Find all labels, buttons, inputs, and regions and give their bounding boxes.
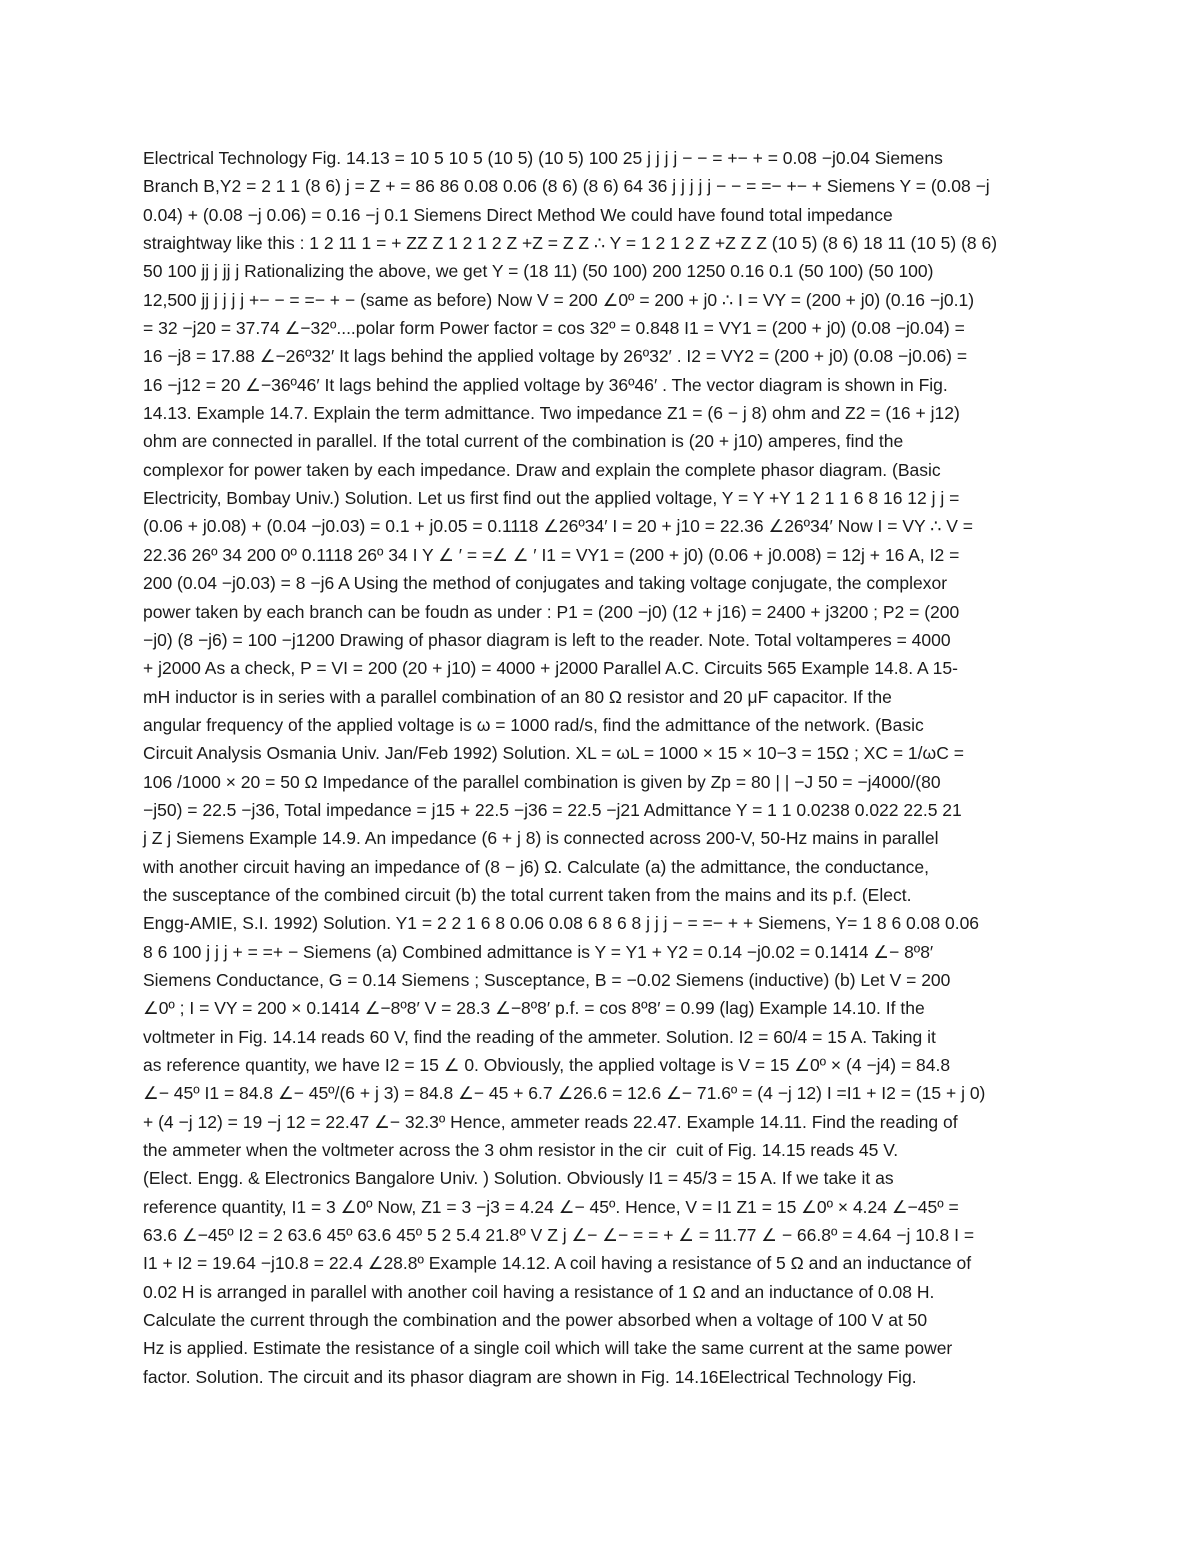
text-line: 22.36 26º 34 200 0º 0.1118 26º 34 I Y ∠ ′ = =∠ ∠ ′ I1 = VY1 = (200 + j0) (0.06 + j0.008) = 12j + 16 A, I2 =	[143, 544, 960, 565]
text-line: 8 6 100 j j j + = =+ − Siemens (a) Combined admittance is Y = Y1 + Y2 = 0.14 −j0.02 = 0.1414 ∠− 8º8′	[143, 941, 934, 962]
text-line: (0.06 + j0.08) + (0.04 −j0.03) = 0.1 + j0.05 = 0.1118 ∠26º34′ I = 20 + j10 = 22.36 ∠26º34′ Now I = VY ∴ V =	[143, 516, 973, 537]
text-line: voltmeter in Fig. 14.14 reads 60 V, find the reading of the ammeter. Solution. I2 = 60/4 = 15 A. Taking it	[143, 1026, 936, 1047]
text-line: Siemens Conductance, G = 0.14 Siemens ; Susceptance, B = −0.02 Siemens (inductive) (b) Let V = 200	[143, 969, 951, 990]
text-line: with another circuit having an impedance of (8 − j6) Ω. Calculate (a) the admittance, the conductance,	[143, 856, 929, 877]
text-line: −j0) (8 −j6) = 100 −j1200 Drawing of phasor diagram is left to the reader. Note. Total voltamperes = 4000	[143, 629, 951, 650]
text-line: (Elect. Engg. & Electronics Bangalore Univ. ) Solution. Obviously I1 = 45/3 = 15 A. If we take it as	[143, 1168, 894, 1189]
text-line: Circuit Analysis Osmania Univ. Jan/Feb 1992) Solution. XL = ωL = 1000 × 15 × 10−3 = 15Ω ; XC = 1/ωC =	[143, 743, 964, 764]
text-line: 106 /1000 × 20 = 50 Ω Impedance of the parallel combination is given by Zp = 80 | | −J 50 = −j4000/(80	[143, 771, 941, 792]
text-line: 14.13. Example 14.7. Explain the term admittance. Two impedance Z1 = (6 − j 8) ohm and Z2 = (16 + j12)	[143, 403, 960, 424]
text-line: = 32 −j20 = 37.74 ∠−32º....polar form Power factor = cos 32º = 0.848 I1 = VY1 = (200 + j0) (0.08 −j0.04) =	[143, 318, 965, 339]
text-line: ohm are connected in parallel. If the total current of the combination is (20 + j10) amperes, find the	[143, 431, 904, 452]
text-line: I1 + I2 = 19.64 −j10.8 = 22.4 ∠28.8º Example 14.12. A coil having a resistance of 5 Ω and an inductance of	[143, 1253, 972, 1274]
text-line: Electrical Technology Fig. 14.13 = 10 5 10 5 (10 5) (10 5) 100 25 j j j j − − = +− + = 0.08 −j0.04 Siemens	[143, 148, 943, 168]
text-line: ∠0º ; I = VY = 200 × 0.1414 ∠−8º8′ V = 28.3 ∠−8º8′ p.f. = cos 8º8′ = 0.99 (lag) Example 14.10. If the	[143, 998, 925, 1019]
text-line: 0.04) + (0.08 −j 0.06) = 0.16 −j 0.1 Siemens Direct Method We could have found total impedance	[143, 204, 893, 225]
text-line: + j2000 As a check, P = VI = 200 (20 + j10) = 4000 + j2000 Parallel A.C. Circuits 565 Example 14.8. A 15-	[143, 658, 958, 679]
text-line: Hz is applied. Estimate the resistance of a single coil which will take the same current at the same power	[143, 1338, 953, 1359]
text-line: + (4 −j 12) = 19 −j 12 = 22.47 ∠− 32.3º Hence, ammeter reads 22.47. Example 14.11. Find the reading of	[143, 1111, 958, 1132]
text-line: reference quantity, I1 = 3 ∠0º Now, Z1 = 3 −j3 = 4.24 ∠− 45º. Hence, V = I1 Z1 = 15 ∠0º × 4.24 ∠−45º =	[143, 1196, 959, 1217]
body-text	[143, 144, 1073, 1391]
text-line: factor. Solution. The circuit and its phasor diagram are shown in Fig. 14.16Electrical Technology Fig.	[143, 1366, 917, 1387]
text-line: 200 (0.04 −j0.03) = 8 −j6 A Using the method of conjugates and taking voltage conjugate, the complexor	[143, 573, 948, 594]
text-line: the ammeter when the voltmeter across the 3 ohm resistor in the cir cuit of Fig. 14.15 reads 45 V.	[143, 1140, 899, 1161]
text-line: 16 −j12 = 20 ∠−36º46′ It lags behind the applied voltage by 36º46′ . The vector diagram is shown in Fig.	[143, 374, 948, 395]
text-line: power taken by each branch can be foudn as under : P1 = (200 −j0) (12 + j16) = 2400 + j3200 ; P2 = (200	[143, 601, 960, 622]
text-line: as reference quantity, we have I2 = 15 ∠ 0. Obviously, the applied voltage is V = 15 ∠0º × (4 −j4) = 84.8	[143, 1055, 951, 1075]
text-line: 63.6 ∠−45º I2 = 2 63.6 45º 63.6 45º 5 2 5.4 21.8º V Z j ∠− ∠− = = + ∠ = 11.77 ∠ − 66.8º = 4.64 −j 10.8 I =	[143, 1225, 975, 1246]
text-line: complexor for power taken by each impedance. Draw and explain the complete phasor diagram. (Basic	[143, 459, 941, 480]
text-line: 12,500 jj j j j j +− − = =− + − (same as before) Now V = 200 ∠0º = 200 + j0 ∴ I = VY = (200 + j0) (0.16 −j0.1)	[143, 289, 975, 310]
text-line: Branch B,Y2 = 2 1 1 (8 6) j = Z + = 86 86 0.08 0.06 (8 6) (8 6) 64 36 j j j j j − − = =− +− + Siemens Y = (0.08 −j	[143, 176, 990, 197]
text-line: Calculate the current through the combination and the power absorbed when a voltage of 100 V at 50	[143, 1310, 928, 1331]
text-line: −j50) = 22.5 −j36, Total impedance = j15 + 22.5 −j36 = 22.5 −j21 Admittance Y = 1 1 0.0238 0.022 22.5 21	[143, 799, 962, 820]
text-line: straightway like this : 1 2 11 1 = + ZZ Z 1 2 1 2 Z +Z = Z Z ∴ Y = 1 2 1 2 Z +Z Z Z (10 5) (8 6) 18 11 (10 5) (8 6)	[143, 233, 998, 254]
text-line: Electricity, Bombay Univ.) Solution. Let us first find out the applied voltage, Y = Y +Y 1 2 1 1 6 8 16 12 j j =	[143, 488, 960, 509]
text-line: 0.02 H is arranged in parallel with another coil having a resistance of 1 Ω and an inductance of 0.08 H.	[143, 1281, 935, 1302]
text-line: ∠− 45º I1 = 84.8 ∠− 45º/(6 + j 3) = 84.8 ∠− 45 + 6.7 ∠26.6 = 12.6 ∠− 71.6º = (4 −j 12) I =I1 + I2 = (15 + j 0)	[143, 1083, 986, 1104]
text-line: 16 −j8 = 17.88 ∠−26º32′ It lags behind the applied voltage by 26º32′ . I2 = VY2 = (200 + j0) (0.08 −j0.06) =	[143, 346, 968, 367]
text-line: angular frequency of the applied voltage is ω = 1000 rad/s, find the admittance of the network. (Basic	[143, 714, 924, 735]
text-line: j Z j Siemens Example 14.9. An impedance (6 + j 8) is connected across 200-V, 50-Hz mains in parallel	[143, 828, 939, 849]
text-line: mH inductor is in series with a parallel combination of an 80 Ω resistor and 20 μF capacitor. If the	[143, 686, 892, 707]
text-line: the susceptance of the combined circuit (b) the total current taken from the mains and its p.f. (Elect.	[143, 884, 912, 905]
text-line: Engg-AMIE, S.I. 1992) Solution. Y1 = 2 2 1 6 8 0.06 0.08 6 8 6 8 j j j − = =− + + Siemens, Y= 1 8 6 0.08 0.06	[143, 913, 980, 934]
text-line: 50 100 jj j jj j Rationalizing the above, we get Y = (18 11) (50 100) 200 1250 0.16 0.1 (50 100) (50 100)	[143, 261, 934, 282]
